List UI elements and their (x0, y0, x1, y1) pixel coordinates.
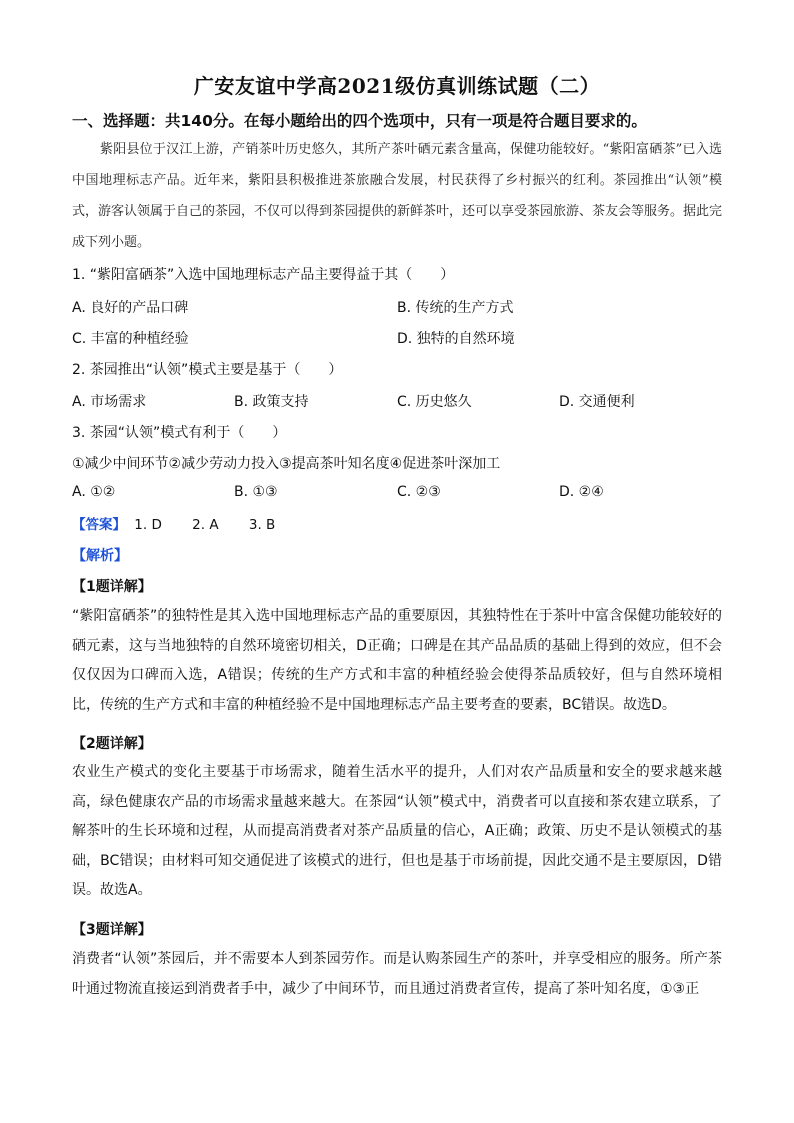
question-1-option-c: C. 丰富的种植经验 (72, 331, 189, 347)
detail-3-text: 消费者“认领”茶园后，并不需要本人到茶园劳作。而是认购茶园生产的茶叶，并享受相应的服务。所产茶叶通过物流直接运到消费者手中，减少了中间环节，而且通过消费者宣传，提高了茶叶知名度，①③正 (72, 951, 722, 997)
question-3-option-c: C. ②③ (397, 484, 441, 500)
section-heading: 一、选择题：共140分。在每小题给出的四个选项中，只有一项是符合题目要求的。 (72, 112, 647, 130)
question-1-option-d: D. 独特的自然环境 (397, 331, 515, 347)
question-2-option-c: C. 历史悠久 (397, 394, 472, 410)
analysis-label: 【解析】 (72, 548, 128, 564)
question-3-stem: 3. 茶园“认领”模式有利于（ ） (72, 425, 287, 441)
question-3-statements: ①减少中间环节②减少劳动力投入③提高茶叶知名度④促进茶叶深加工 (72, 456, 501, 472)
detail-2-heading: 【2题详解】 (72, 736, 152, 752)
question-3-option-a: A. ①② (72, 484, 116, 500)
question-1-option-b: B. 传统的生产方式 (397, 300, 514, 316)
question-2-option-a: A. 市场需求 (72, 394, 147, 410)
reading-passage: 紫阳县位于汉江上游，产销茶叶历史悠久，其所产茶叶硒元素含量高，保健功能较好。“紫阳富硒茶”已入选中国地理标志产品。近年来，紫阳县积极推进茶旅融合发展，村民获得了乡村振兴的红利。茶园推出“认领”模式，游客认领属于自己的茶园，不仅可以得到茶园提供的新鲜茶叶，还可以享受茶园旅游、茶友会等服务。据此完成下列小题。 (72, 142, 723, 250)
answer-item: 2. A (192, 517, 219, 533)
question-3-option-d: D. ②④ (559, 484, 604, 500)
page-title: 广安友谊中学高2021级仿真训练试题（二） (193, 74, 601, 98)
answer-item: 3. B (248, 517, 276, 533)
detail-3-heading: 【3题详解】 (72, 922, 152, 938)
answer-label: 【答案】 (72, 517, 126, 533)
detail-2-text: 农业生产模式的变化主要基于市场需求，随着生活水平的提升，人们对农产品质量和安全的要求越来越高，绿色健康农产品的市场需求量越来越大。在茶园“认领”模式中，消费者可以直接和茶农建立联系，了解茶叶的生长环境和过程，从而提高消费者对茶产品质量的信心，A正确；政策、历史不是认领模式的基础，BC错误；由材料可知交通促进了该模式的进行，但也是基于市场前提，因此交通不是主要原因，D错误。故选A。 (72, 764, 722, 898)
question-3-option-b: B. ①③ (234, 484, 278, 500)
detail-1-text: “紫阳富硒茶”的独特性是其入选中国地理标志产品的重要原因，其独特性在于茶叶中富含保健功能较好的硒元素，这与当地独特的自然环境密切相关，D正确；口碑是在其产品品质的基础上得到的效应，但不会仅仅因为口碑而入选，A错误；传统的生产方式和丰富的种植经验会使得茶品质较好，但与自然环境相比，传统的生产方式和丰富的种植经验不是中国地理标志产品主要考查的要素，BC错误。故选D。 (72, 608, 722, 713)
answer-item: 1. D (134, 517, 162, 533)
detail-1-heading: 【1题详解】 (72, 579, 152, 595)
question-1-option-a: A. 良好的产品口碑 (72, 300, 189, 316)
answer-row (72, 513, 297, 533)
question-2-option-d: D. 交通便利 (559, 394, 635, 410)
question-2-stem: 2. 茶园推出“认领”模式主要是基于（ ） (72, 362, 343, 378)
question-1-stem: 1. “紫阳富硒茶”入选中国地理标志产品主要得益于其（ ） (72, 267, 455, 283)
question-2-option-b: B. 政策支持 (234, 394, 309, 410)
